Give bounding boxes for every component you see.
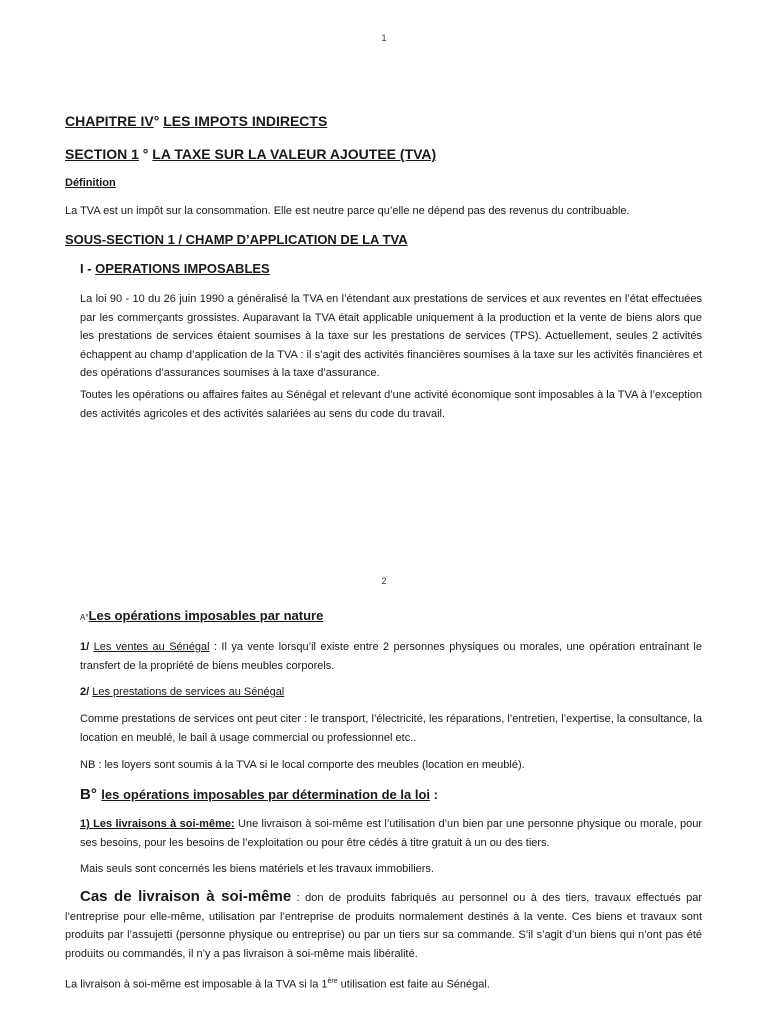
part-prefix: I - [80, 261, 96, 276]
last-line-before: La livraison à soi-même est imposable à la TVA si la 1 [65, 978, 328, 991]
item-livraisons [80, 815, 702, 852]
paragraph-loi: La loi 90 - 10 du 26 juin 1990 a généralisé la TVA en l’étendant aux prestations de services et aux reventes en l’état effectuées par les commerçants grossistes. Auparavant la TVA était applicable uniquement à la production et la vente de biens alors que les prestations de services étaient soumises à la taxe sur les prestations de services (TPS). Actuellement, seules 2 activités échappent au champ d’application de la TVA : il s’agit des activités financières soumises à la taxe sur les activités financières et des opérations d’assurances soumises à la taxe d’assurance. [80, 293, 702, 380]
item-livraisons-text: Une livraison à soi-même est l’utilisation d’un bien par une personne physique ou morale, pour ses besoins, pour les besoins de l’exploitation ou pour être cédés à titre gratuit à un ou des tiers. [80, 818, 703, 849]
item-ventes-text: : Il ya vente lorsqu’il existe entre 2 personnes physiques ou morales, une opération entraînant le transfert de la propriété de biens meubles corporels. [80, 641, 702, 672]
chapter-degree: ° [153, 113, 160, 129]
last-line [65, 973, 705, 994]
chapter-prefix: CHAPITRE IV [65, 113, 154, 129]
chapter-title: LES IMPOTS INDIRECTS [163, 113, 328, 129]
item-ventes-title: Les ventes au Sénégal [93, 641, 210, 653]
item-prestations-text: Comme prestations de services ont peut citer : le transport, l’électricité, les réparations, l’entretien, l’expertise, la consultance, la location en meublé, le bail à usage commercial ou professionnel etc.. [80, 713, 702, 744]
item-prestations-title: Les prestations de services au Sénégal [92, 686, 285, 698]
definition-text: La TVA est un impôt sur la consommation. Elle est neutre parce qu’elle ne dépend pas des revenus du contribuable. [65, 205, 630, 217]
subsection-heading: SOUS-SECTION 1 / CHAMP D’APPLICATION DE LA TVA [65, 232, 408, 247]
section-degree: ° [138, 146, 153, 162]
page-number: 2 [381, 576, 387, 586]
cas-text: : don de produits fabriqués au personnel ou à des tiers, travaux effectués par l’entreprise pour elle-même, utilisation par l’entreprise de produits normalement destinés à la vente. Ces biens et travaux sont produits par l’assujetti (personne physique ou entreprise) ou par un tiers sur sa commande. S’il s’agit d’un biens qui n’ont pas été produits ou commandés, il n’y a pas livraison à soi-même mais libéralité. [65, 892, 702, 960]
last-line-after: utilisation est faite au Sénégal. [337, 978, 490, 991]
section-a-prefix: A° [80, 613, 89, 622]
mais-text: Mais seuls sont concernés les biens matériels et les travaux immobiliers. [80, 863, 434, 875]
item-prestations-heading [80, 683, 702, 702]
section-b-title: les opérations imposables par détermination de la loi [101, 787, 430, 802]
paragraph-operations: Toutes les opérations ou affaires faites au Sénégal et relevant d’une activité économique sont imposables à la TVA à l’exception des activités agricoles et des activités salariées au sens du code du travail. [80, 389, 702, 420]
last-line-sup: ère [327, 978, 338, 985]
item-livraisons-title: 1) Les livraisons à soi-même: [80, 818, 235, 830]
chapter-heading [65, 113, 327, 129]
item-ventes-num: 1/ [80, 641, 90, 653]
part-heading [80, 261, 270, 276]
section-heading [65, 146, 436, 162]
definition-heading: Définition [65, 177, 116, 189]
nb-note: NB : les loyers sont soumis à la TVA si le local comporte des meubles (location en meublé). [80, 759, 525, 771]
item-prestations-num: 2/ [80, 686, 90, 698]
section-b-heading [80, 786, 438, 804]
cas-title: Cas de livraison à soi-même [80, 888, 292, 905]
section-a-heading [80, 607, 323, 625]
section-title: LA TAXE SUR LA VALEUR AJOUTEE (TVA) [152, 146, 437, 162]
cas-paragraph [65, 888, 702, 963]
item-ventes [80, 638, 702, 675]
section-prefix: SECTION 1 [65, 146, 139, 162]
part-title: OPERATIONS IMPOSABLES [95, 261, 270, 276]
section-b-prefix: B° [80, 786, 97, 803]
section-b-suffix: : [430, 787, 438, 802]
section-a-title: Les opérations imposables par nature [88, 608, 324, 623]
page-number: 1 [381, 33, 387, 43]
